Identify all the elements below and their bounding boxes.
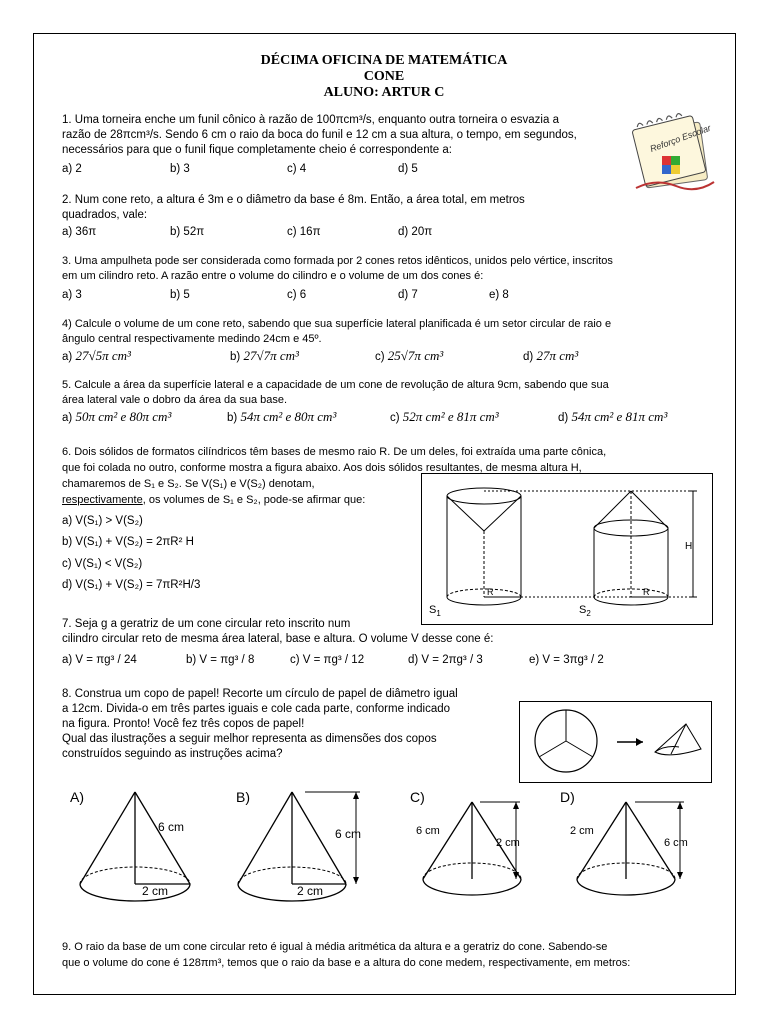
cone-a-slant-label: 6 cm: [158, 820, 185, 834]
q7-option-d: d) V = 2πg³ / 3: [408, 654, 483, 666]
q7-option-a: a) V = πg³ / 24: [62, 654, 137, 666]
q7-line-2: cilindro circular reto de mesma área lateral, base e altura. O volume V desse cone é:: [62, 633, 494, 645]
q2-option-d: d) 20π: [398, 226, 433, 238]
q7-option-e: e) V = 3πg³ / 2: [529, 654, 604, 666]
q1-option-d: d) 5: [398, 163, 418, 175]
cone-a-base-label: 2 cm: [142, 884, 169, 898]
q6-option-b: b) V(S₁) + V(S₂) = 2πR² H: [62, 536, 194, 548]
q7-option-b: b) V = πg³ / 8: [186, 654, 255, 666]
cone-b-label: B): [236, 789, 250, 805]
cone-option-b: [236, 789, 361, 901]
q6-option-c: c) V(S₁) < V(S₂): [62, 558, 143, 570]
page-subtitle: CONE: [363, 69, 405, 84]
height-label: H: [685, 541, 693, 552]
cone-option-c: [410, 789, 521, 895]
s2-label: $S_2$: [579, 604, 591, 618]
q5-option-b: b) 54π cm² e 80π cm³: [227, 409, 337, 424]
s1-label: $S_1$: [429, 604, 441, 618]
page-title: DÉCIMA OFICINA DE MATEMÁTICA: [260, 53, 508, 68]
q6-option-d: d) V(S₁) + V(S₂) = 7πR²H/3: [62, 579, 201, 591]
q4-option-c: c) 25√7π cm³: [375, 348, 444, 363]
q4-option-b: b) 27√7π cm³: [230, 348, 299, 363]
q3-option-b: b) 5: [170, 289, 190, 301]
q8-text: 8. Construa um copo de papel! Recorte um círculo de papel de diâmetro igual a 12cm. Divida-o em três partes iguais e cole cada parte, conforme indicado na figura. Pronto! Você fez três copos de papel! Qual das ilustrações a seguir melhor representa as dimensões dos copos construídos seguindo as instruções acima?: [62, 688, 458, 760]
cone-c-height-label: 2 cm: [496, 837, 520, 849]
q4-option-d: d) 27π cm³: [523, 348, 579, 363]
q8-paper-cup-figure: [519, 701, 712, 783]
q9-line-2: que o volume do cone é 128πm³, temos que o raio da base e a altura do cone medem, respectivamente, em metros:: [62, 957, 631, 969]
q4-text: 4) Calcule o volume de um cone reto, sabendo que sua superfície lateral planificada é um setor circular de raio e ângulo central respectivamente medindo 24cm e 45º.: [62, 318, 612, 345]
q2-text: 2. Num cone reto, a altura é 3m e o diâmetro da base é 8m. Então, a área total, em metros quadrados, vale:: [62, 194, 525, 221]
cone-d-label: D): [560, 789, 575, 805]
cone-d-slant-label: 2 cm: [570, 825, 594, 837]
q5-option-a: a) 50π cm² e 80π cm³: [62, 409, 172, 424]
q9-line-1: 9. O raio da base de um cone circular reto é igual à média aritmética da altura e a geratriz do cone. Sabendo-se: [62, 941, 608, 953]
reforco-escolar-logo: [628, 112, 720, 198]
cone-b-height-label: 6 cm: [335, 827, 362, 841]
q1-option-b: b) 3: [170, 163, 190, 175]
q2-option-a: a) 36π: [62, 226, 97, 238]
q6-line-1: 6. Dois sólidos de formatos cilíndricos têm bases de mesmo raio R. De um deles, foi extraída uma parte cônica,: [62, 446, 607, 458]
q2-option-b: b) 52π: [170, 226, 205, 238]
q6-option-a: a) V(S₁) > V(S₂): [62, 515, 143, 527]
q5-option-d: d) 54π cm² e 81π cm³: [558, 409, 668, 424]
student-name: ALUNO: ARTUR C: [323, 85, 445, 100]
q3-option-e: e) 8: [489, 289, 509, 301]
q5-text: 5. Calcule a área da superfície lateral e a capacidade de um cone de revolução de altura 9cm, sabendo que sua área lateral vale o dobro da área da sua base.: [62, 379, 609, 406]
q6-solids-figure: [421, 473, 713, 625]
cone-a-label: A): [70, 789, 84, 805]
q2-option-c: c) 16π: [287, 226, 321, 238]
q6-line-2: que foi colada no outro, conforme mostra a figura abaixo. Aos dois sólidos resultantes, de mesma altura H,: [62, 462, 582, 474]
q3-option-a: a) 3: [62, 289, 82, 301]
cone-option-d: [560, 789, 688, 895]
s1-radius-label: R: [487, 587, 494, 597]
q5-option-c: c) 52π cm² e 81π cm³: [390, 409, 499, 424]
q3-text: 3. Uma ampulheta pode ser considerada como formada por 2 cones retos idênticos, unidos pelo vértice, inscritos em um cilindro reto. A razão entre o volume do cilindro e o volume de um dos cones é:: [62, 255, 613, 282]
cone-option-a: [70, 789, 190, 901]
cone-b-base-label: 2 cm: [297, 884, 324, 898]
q6-line-4: respectivamente, os volumes de S₁ e S₂, pode-se afirmar que:: [62, 494, 366, 506]
q3-option-d: d) 7: [398, 289, 418, 301]
q1-option-c: c) 4: [287, 163, 307, 175]
cone-c-label: C): [410, 789, 425, 805]
q1-option-a: a) 2: [62, 163, 82, 175]
s2-radius-label: R: [643, 587, 650, 597]
q7-option-c: c) V = πg³ / 12: [290, 654, 365, 666]
logo-text: Reforço Escolar: [648, 122, 713, 154]
cone-c-slant-label: 6 cm: [416, 825, 440, 837]
q1-text: 1. Uma torneira enche um funil cônico à razão de 100πcm³/s, enquanto outra torneira o esvazia a razão de 28πcm³/s. Sendo 6 cm o raio da boca do funil e 12 cm a sua altura, o tempo, em segundos, necessários para que o funil fique completamente cheio é correspondente a:: [62, 114, 577, 156]
q3-option-c: c) 6: [287, 289, 307, 301]
cone-d-height-label: 6 cm: [664, 837, 688, 849]
q6-line-3: chamaremos de S₁ e S₂. Se V(S₁) e V(S₂) denotam,: [62, 478, 315, 490]
q4-option-a: a) 27√5π cm³: [62, 348, 131, 363]
q8-cone-options-figure: [60, 784, 710, 920]
q7-line-1: 7. Seja g a geratriz de um cone circular reto inscrito num: [62, 618, 351, 630]
